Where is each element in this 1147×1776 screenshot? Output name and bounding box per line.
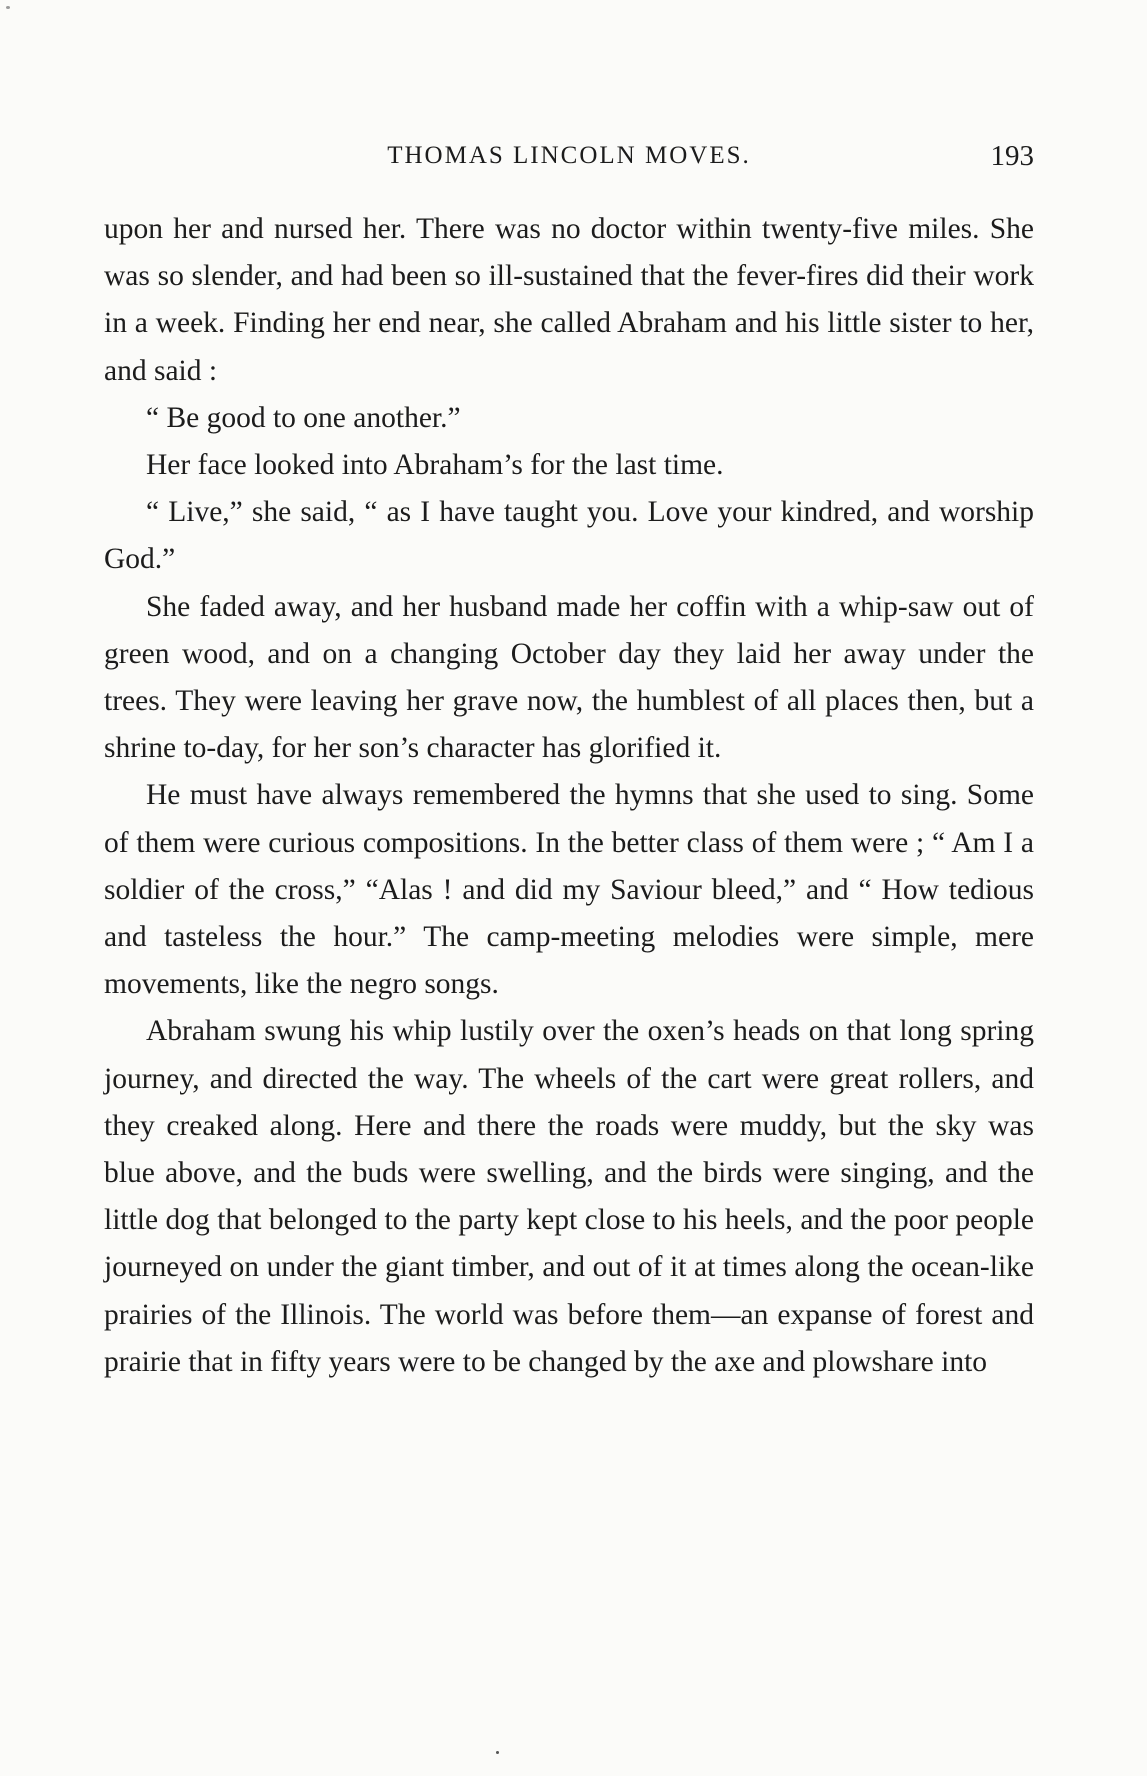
paragraph-quote-be-good: “ Be good to one another.”: [146, 401, 461, 434]
paragraph-journey: Abraham swung his whip lustily over the oxen’s heads on that long spring journey, and directed the way. The wheels of the cart were great rollers, and they creaked along. Here and there the roads were muddy, but the sky was blue above, and the buds were swelling, and the birds were singing, and the little dog that belonged to the party kept close to his heels, and the poor people journeyed on under the giant timber, and out of it at times along the ocean-like prairies of the Illinois. The world was before them—an expanse of forest and prairie that in fifty years were to be changed by the axe and plowshare into: [104, 1015, 1034, 1378]
print-speck: [6, 6, 10, 9]
running-head: [104, 138, 1034, 178]
body-text: [104, 206, 1034, 1386]
running-title: THOMAS LINCOLN MOVES.: [387, 142, 751, 169]
print-speck: [496, 1751, 499, 1754]
paragraph-continued: upon her and nursed her. There was no doctor within twenty-five miles. She was so slender, and had been so ill-sustained that the fever-fires did their work in a week. Finding her end near, she called Abraham and his little sister to her, and said :: [104, 213, 1034, 387]
paragraph-hymns: He must have always remembered the hymns that she used to sing. Some of them were curious compositions. In the better class of them were ; “ Am I a soldier of the cross,” “Alas ! and did my Saviour bleed,” and “ How tedious and tasteless the hour.” The camp-meeting melodies were simple, mere movements, like the negro songs.: [104, 779, 1034, 1001]
paragraph-quote-live: “ Live,” she said, “ as I have taught you. Love your kindred, and worship God.”: [104, 496, 1034, 576]
paragraph-coffin: She faded away, and her husband made her coffin with a whip-saw out of green wood, and on a changing October day they laid her away under the trees. They were leaving her grave now, the humblest of all places then, but a shrine to-day, for her son’s character has glorified it.: [104, 590, 1034, 765]
page-number: 193: [990, 140, 1034, 172]
paragraph-last-look: Her face looked into Abraham’s for the last time.: [146, 449, 724, 482]
